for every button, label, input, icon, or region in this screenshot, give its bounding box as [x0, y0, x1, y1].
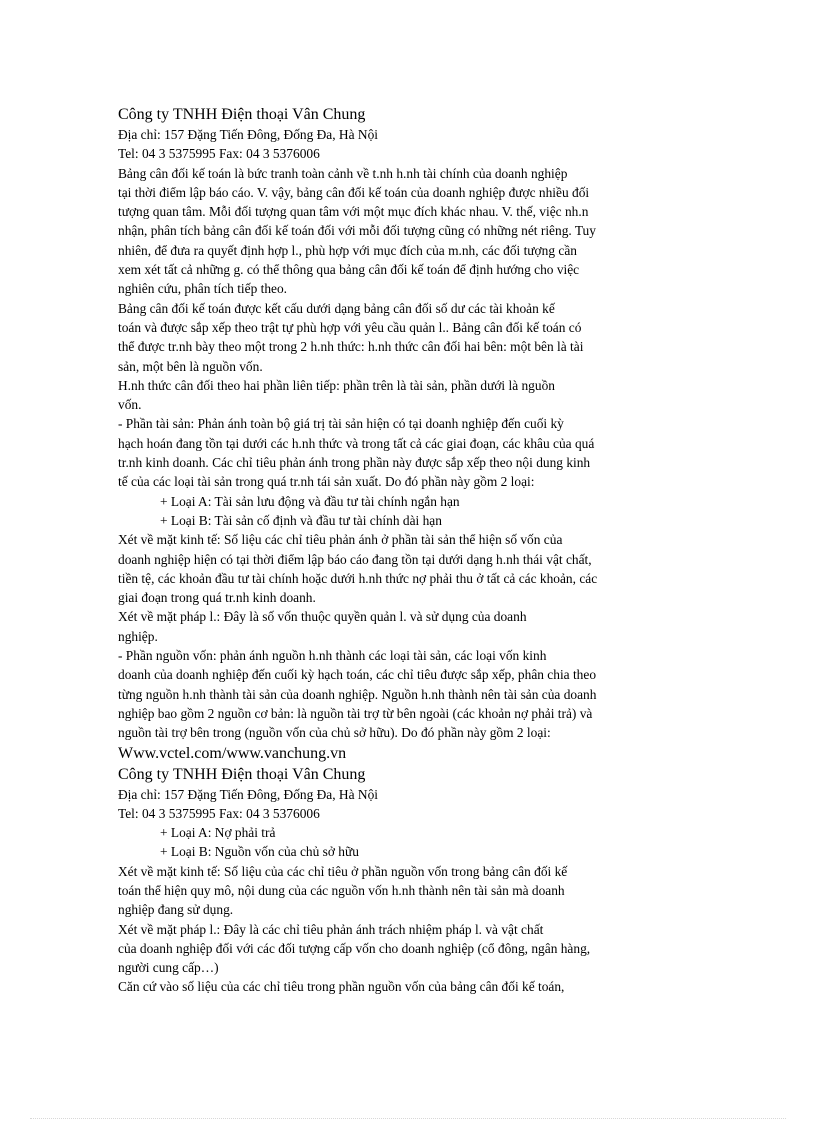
paragraph-block-1 [118, 164, 698, 492]
document-body [118, 104, 698, 997]
text-line: toán thể hiện quy mô, nội dung của các nguồn vốn h.nh thành nên tài sản mà doanh [118, 882, 565, 898]
text-line: tế của các loại tài sản trong quá tr.nh tái sản xuất. Do đó phần này gồm 2 loại: [118, 474, 535, 490]
company-address: Địa chỉ: 157 Đặng Tiến Đông, Đống Đa, Hà Nội [118, 127, 378, 142]
text-line: tiền tệ, các khoản đầu tư tài chính hoặc dưới h.nh thức nợ phải thu ở tất cả các khoản, các [118, 570, 598, 586]
text-line: sản, một bên là nguồn vốn. [118, 358, 263, 374]
list-item: + Loại A: Tài sản lưu động và đầu tư tài chính ngắn hạn [160, 493, 460, 509]
text-line: Xét về mặt kinh tế: Số liệu các chỉ tiêu phản ánh ở phần tài sản thể hiện số vốn của [118, 532, 563, 548]
list-item: + Loại A: Nợ phải trả [160, 825, 276, 841]
text-line: nhận, phân tích bảng cân đối kế toán đối với mỗi đối tượng cũng có những nét riêng. Tuy [118, 223, 596, 239]
text-line: Bảng cân đối kế toán được kết cấu dưới dạng bảng cân đối số dư các tài khoản kế [118, 300, 555, 316]
text-line: của doanh nghiệp đối với các đối tượng cấp vốn cho doanh nghiệp (cổ đông, ngân hàng, [118, 940, 591, 956]
company-name: Công ty TNHH Điện thoại Vân Chung [118, 106, 366, 123]
text-line: giai đoạn trong quá tr.nh kinh doanh. [118, 590, 316, 606]
text-line: - Phần tài sản: Phản ánh toàn bộ giá trị tài sản hiện có tại doanh nghiệp đến cuối kỳ [118, 416, 564, 432]
text-line: nghiệp đang sử dụng. [118, 902, 234, 918]
text-line: H.nh thức cân đối theo hai phần liên tiếp: phần trên là tài sản, phần dưới là nguồn [118, 377, 555, 393]
text-line: nguồn tài trợ bên trong (nguồn vốn của chủ sở hữu). Do đó phần này gồm 2 loại: [118, 725, 551, 741]
company-address-repeat: Địa chỉ: 157 Đặng Tiến Đông, Đống Đa, Hà Nội [118, 786, 378, 802]
text-line: hạch hoán đang tồn tại dưới các h.nh thức và trong tất cả các giai đoạn, các khâu của quá [118, 435, 595, 451]
text-line: Xét về mặt pháp l.: Đây là các chỉ tiêu phản ánh trách nhiệm pháp l. và vật chất [118, 921, 544, 937]
company-phone: Tel: 04 3 5375995 Fax: 04 3 5376006 [118, 146, 320, 162]
text-line: nghiên cứu, phân tích tiếp theo. [118, 281, 288, 297]
text-line: vốn. [118, 397, 142, 413]
asset-type-list [118, 492, 698, 531]
paragraph-block-2 [118, 530, 698, 742]
text-line: tượng quan tâm. Mỗi đối tượng quan tâm với một mục đích khác nhau. V. thế, việc nh.n [118, 204, 589, 220]
company-name-repeat: Công ty TNHH Điện thoại Vân Chung [118, 765, 366, 783]
text-line: nghiệp bao gồm 2 nguồn cơ bản: là nguồn tài trợ từ bên ngoài (các khoản nợ phải trả) và [118, 705, 593, 721]
text-line: tại thời điểm lập báo cáo. V. vậy, bảng cân đối kế toán của doanh nghiệp được nhiều đối [118, 184, 590, 200]
text-line: Xét về mặt pháp l.: Đây là số vốn thuộc quyền quản l. và sử dụng của doanh [118, 609, 527, 625]
list-item: + Loại B: Nguồn vốn của chủ sở hữu [160, 844, 359, 860]
text-line: người cung cấp…) [118, 960, 219, 976]
text-line: doanh của doanh nghiệp đến cuối kỳ hạch toán, các chỉ tiêu được sắp xếp, phân chia theo [118, 667, 597, 683]
text-line: - Phần nguồn vốn: phản ánh nguồn h.nh thành các loại tài sản, các loại vốn kinh [118, 648, 547, 664]
page-bottom-divider [30, 1118, 786, 1119]
text-line: thể được tr.nh bày theo một trong 2 h.nh thức: h.nh thức cân đối hai bên: một bên là tài [118, 339, 584, 355]
text-line: từng nguồn h.nh thành tài sản của doanh nghiệp. Nguồn h.nh thành nên tài sản của doanh [118, 686, 597, 702]
text-line: nghiệp. [118, 628, 158, 644]
text-line: Xét về mặt kinh tế: Số liệu của các chỉ tiêu ở phần nguồn vốn trong bảng cân đối kế [118, 863, 568, 879]
text-line: Căn cứ vào số liệu của các chỉ tiêu trong phần nguồn vốn của bảng cân đối kế toán, [118, 979, 565, 995]
paragraph-block-3 [118, 862, 698, 997]
text-line: toán và được sắp xếp theo trật tự phù hợp với yêu cầu quản l.. Bảng cân đối kế toán có [118, 319, 582, 335]
list-item: + Loại B: Tài sản cố định và đầu tư tài chính dài hạn [160, 512, 442, 528]
text-line: xem xét tất cả những g. có thể thông qua bảng cân đối kế toán để định hướng cho việc [118, 262, 580, 278]
text-line: Bảng cân đối kế toán là bức tranh toàn cảnh về t.nh h.nh tài chính của doanh nghiệp [118, 165, 568, 181]
text-line: tr.nh kinh doanh. Các chỉ tiêu phản ánh trong phần này được sắp xếp theo nội dung kinh [118, 455, 591, 471]
text-line: nhiên, để đưa ra quyết định hợp l., phù hợp với mục đích của m.nh, các đối tượng cần [118, 242, 577, 258]
website-footer: Www.vctel.com/www.vanchung.vn [118, 744, 347, 762]
capital-type-list [118, 823, 698, 862]
text-line: doanh nghiệp hiện có tại thời điểm lập báo cáo đang tồn tại dưới dạng h.nh thái vật chất, [118, 551, 592, 567]
company-phone-repeat: Tel: 04 3 5375995 Fax: 04 3 5376006 [118, 805, 320, 821]
